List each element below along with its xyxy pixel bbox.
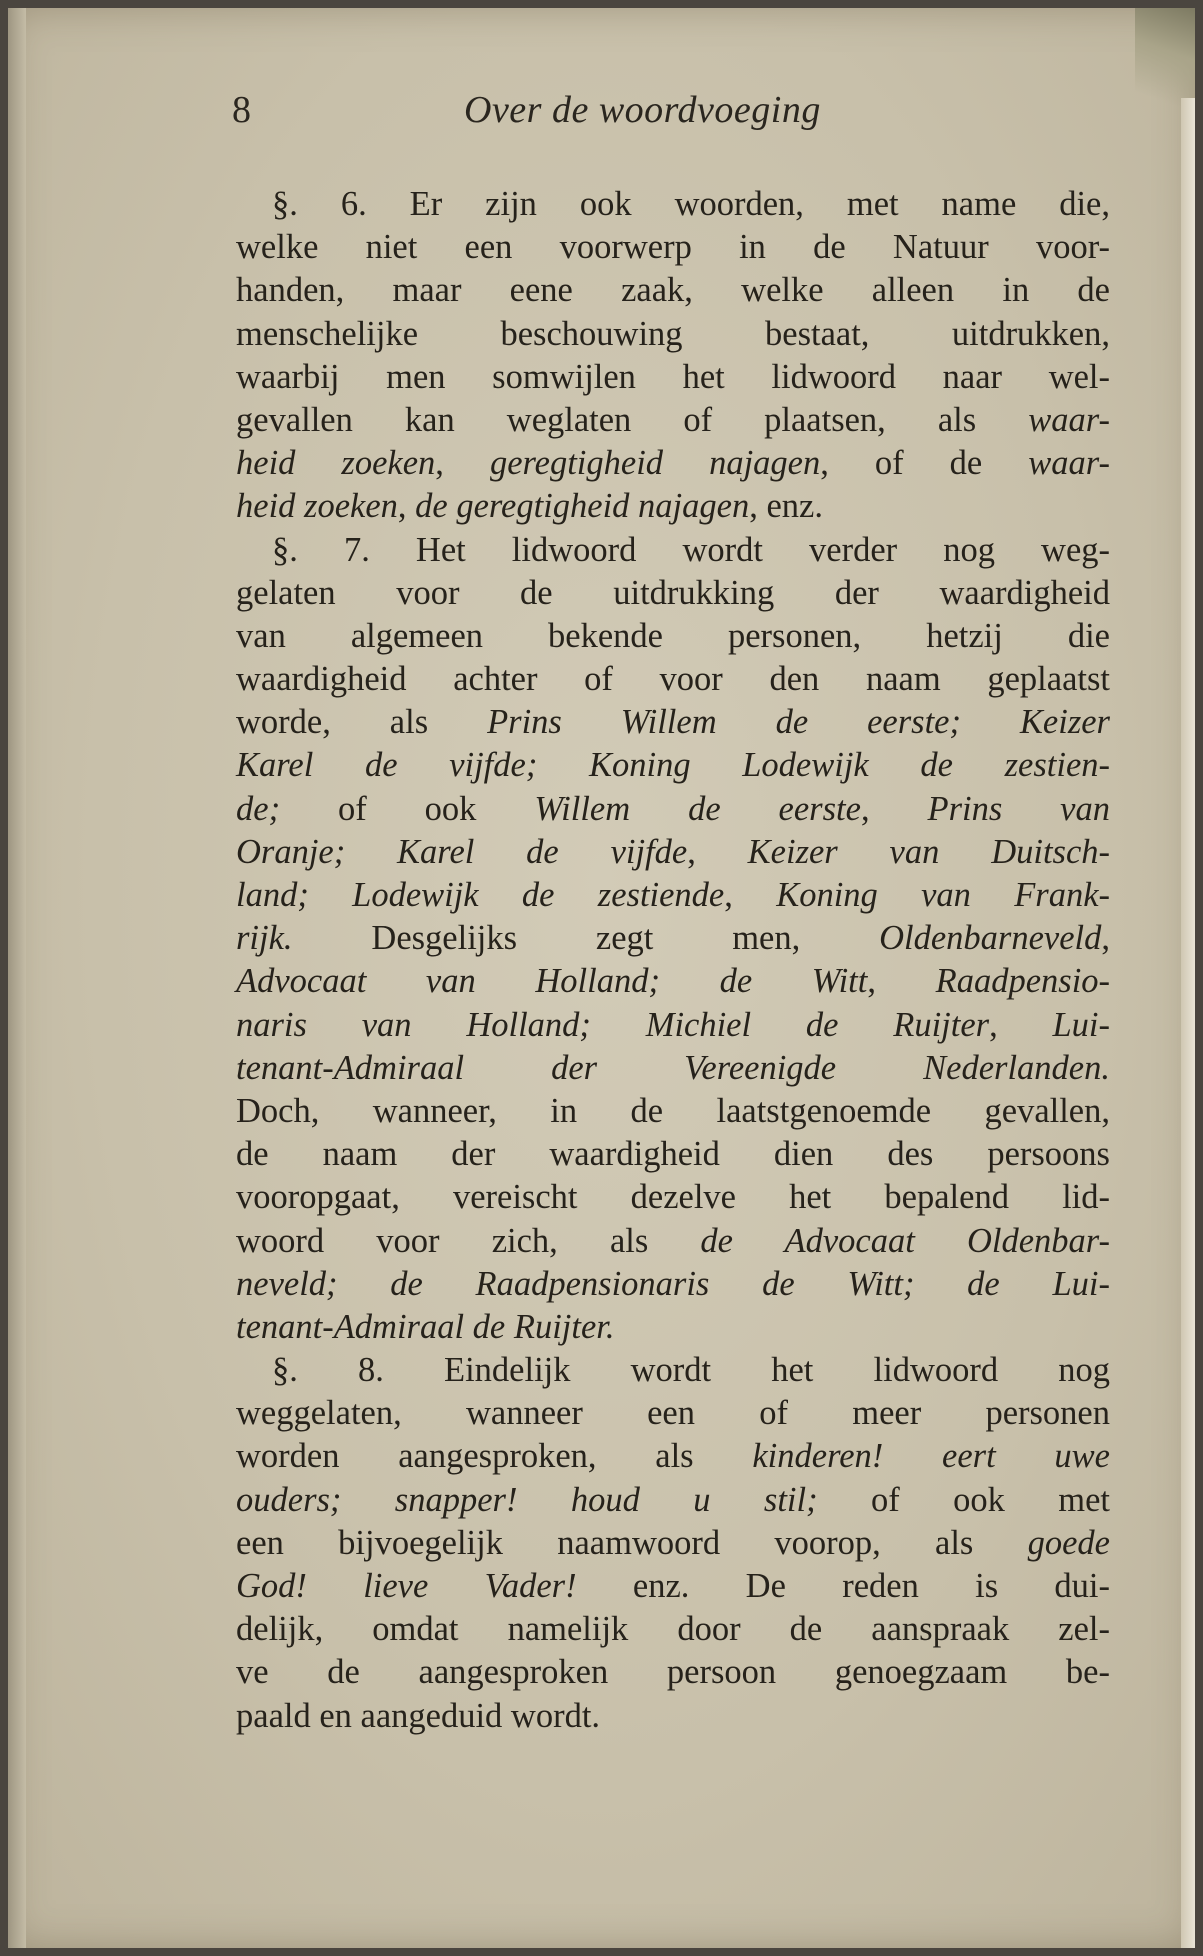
italic-text: Advocaat van Holland; de Witt — [236, 962, 868, 1001]
text-line — [236, 442, 1110, 485]
text-line — [236, 1608, 1110, 1651]
text-line — [236, 572, 1110, 615]
text-run: waarbij men somwijlen het lidwoord naar wel- — [236, 357, 1110, 396]
italic-text: Oranje; Karel de vijfde — [236, 832, 688, 871]
text-run: waardigheid achter of voor den naam geplaatst — [236, 660, 1110, 699]
italic-text: rijk. — [236, 919, 293, 958]
text-line — [236, 917, 1110, 960]
italic-text: Prins van — [927, 789, 1110, 828]
text-line — [236, 399, 1110, 442]
text-line — [236, 1306, 1110, 1349]
italic-text: Willem de eerste — [534, 789, 861, 828]
text-run: de naam der waardigheid dien des persoons — [236, 1135, 1110, 1174]
text-line — [236, 1565, 1110, 1608]
text-run: , — [724, 876, 777, 914]
italic-text: tenant-Admiraal der Vereenigde Nederlanden. — [236, 1048, 1110, 1087]
text-run: menschelijke beschouwing bestaat, uitdrukken, — [236, 314, 1110, 353]
text-line — [236, 529, 1110, 572]
italic-text: Prins Willem de eerste; Keizer — [487, 703, 1110, 742]
italic-text: Keizer van Duitsch- — [747, 832, 1111, 871]
text-run: , — [860, 789, 928, 828]
text-line — [236, 788, 1110, 831]
italic-text: Lui- — [1052, 1005, 1110, 1044]
text-line — [236, 1004, 1110, 1047]
italic-text: heid zoeken — [236, 487, 398, 526]
text-run: gevallen kan weglaten of plaatsen, als — [236, 400, 1029, 439]
text-run: paald en aangeduid wordt. — [236, 1696, 601, 1735]
text-run: , — [1101, 919, 1110, 958]
italic-text: geregtigheid najagen — [489, 444, 821, 483]
italic-text: Raadpensio- — [935, 962, 1111, 1001]
running-head — [232, 88, 952, 140]
text-run: worden aangesproken, als — [236, 1437, 753, 1476]
text-run: §. 8. Eindelijk wordt het lidwoord nog — [272, 1351, 1110, 1390]
italic-text: de; — [236, 789, 281, 828]
text-run: van algemeen bekende personen, hetzij die — [236, 616, 1110, 655]
italic-text: Oldenbarneveld — [879, 919, 1102, 958]
text-line — [236, 1651, 1110, 1694]
italic-text: God! lieve Vader! — [236, 1567, 577, 1605]
text-line — [236, 1349, 1110, 1392]
text-run: of ook met — [817, 1480, 1110, 1519]
text-line — [236, 1392, 1110, 1435]
italic-text: goede — [1027, 1523, 1110, 1562]
text-line — [236, 701, 1110, 744]
text-run: , — [397, 487, 416, 526]
text-run: welke niet een voorwerp in de Natuur voor- — [236, 228, 1110, 267]
text-run: vooropgaat, vereischt dezelve het bepalend lid- — [236, 1178, 1110, 1217]
text-line — [236, 744, 1110, 787]
italic-text: ouders; snapper! houd u stil; — [236, 1480, 818, 1519]
text-line — [236, 313, 1110, 356]
text-run: handen, maar eene zaak, welke alleen in de — [236, 271, 1110, 310]
page-number: 8 — [232, 89, 251, 131]
text-line — [236, 615, 1110, 658]
text-line — [236, 1435, 1110, 1478]
text-line — [236, 960, 1110, 1003]
text-line — [236, 1263, 1110, 1306]
italic-text: waar- — [1028, 444, 1110, 483]
text-line — [236, 1090, 1110, 1133]
text-run: weggelaten, wanneer een of meer personen — [236, 1394, 1110, 1433]
text-line — [236, 269, 1110, 312]
italic-text: heid zoeken — [236, 444, 436, 483]
italic-text: kinderen! eert uwe — [752, 1437, 1110, 1476]
text-line — [236, 1695, 1110, 1738]
italic-text: waar- — [1028, 400, 1110, 439]
italic-text: Koning van Frank- — [776, 876, 1111, 914]
text-line — [236, 1522, 1110, 1565]
text-line — [236, 1047, 1110, 1090]
italic-text: de geregtigheid najagen — [415, 487, 750, 526]
italic-text: neveld; de Raadpensionaris de Witt; de Lui- — [236, 1264, 1110, 1303]
text-run: , enz. — [749, 487, 823, 526]
text-line — [236, 356, 1110, 399]
text-run: , — [989, 1005, 1053, 1044]
text-run: Doch, wanneer, in de laatstgenoemde gevallen, — [236, 1091, 1110, 1130]
text-run: , — [687, 832, 748, 871]
text-run: een bijvoegelijk naamwoord voorop, als — [236, 1523, 1028, 1562]
text-line — [236, 485, 1110, 528]
italic-text: de Advocaat Oldenbar- — [700, 1221, 1110, 1260]
running-head-title: Over de woordvoeging — [464, 89, 821, 131]
text-line — [236, 831, 1110, 874]
body-text — [236, 183, 1110, 1738]
text-run: woord voor zich, als — [236, 1221, 701, 1260]
text-line — [236, 874, 1110, 917]
text-line — [236, 1133, 1110, 1176]
text-line — [236, 183, 1110, 226]
text-run: ve de aangesproken persoon genoegzaam be- — [236, 1653, 1110, 1692]
text-line — [236, 1479, 1110, 1522]
text-line — [236, 658, 1110, 701]
text-run: worde, als — [236, 703, 488, 742]
italic-text: Karel de vijfde; Koning Lodewijk de zestien- — [236, 746, 1110, 785]
text-run: §. 7. Het lidwoord wordt verder nog weg- — [272, 530, 1110, 569]
text-run: delijk, omdat namelijk door de aanspraak zel- — [236, 1610, 1110, 1649]
text-run: enz. De reden is dui- — [576, 1567, 1110, 1605]
page-fore-edge — [1181, 98, 1195, 1948]
text-run: §. 6. Er zijn ook woorden, met name die, — [272, 185, 1110, 223]
text-line — [236, 1176, 1110, 1219]
text-run: , — [867, 962, 936, 1001]
text-run: Desgelijks zegt men, — [292, 919, 880, 958]
page-binding-edge — [8, 8, 26, 1948]
text-line — [236, 226, 1110, 269]
text-run: , of de — [820, 444, 1029, 483]
italic-text: tenant-Admiraal de Ruijter. — [236, 1307, 615, 1346]
text-run: , — [435, 444, 490, 483]
text-line — [236, 1220, 1110, 1263]
text-run: gelaten voor de uitdrukking der waardigheid — [236, 573, 1110, 612]
text-run: of ook — [280, 789, 535, 828]
italic-text: land; Lodewijk de zestiende — [236, 876, 725, 914]
italic-text: naris van Holland; Michiel de Ruijter — [236, 1005, 990, 1044]
